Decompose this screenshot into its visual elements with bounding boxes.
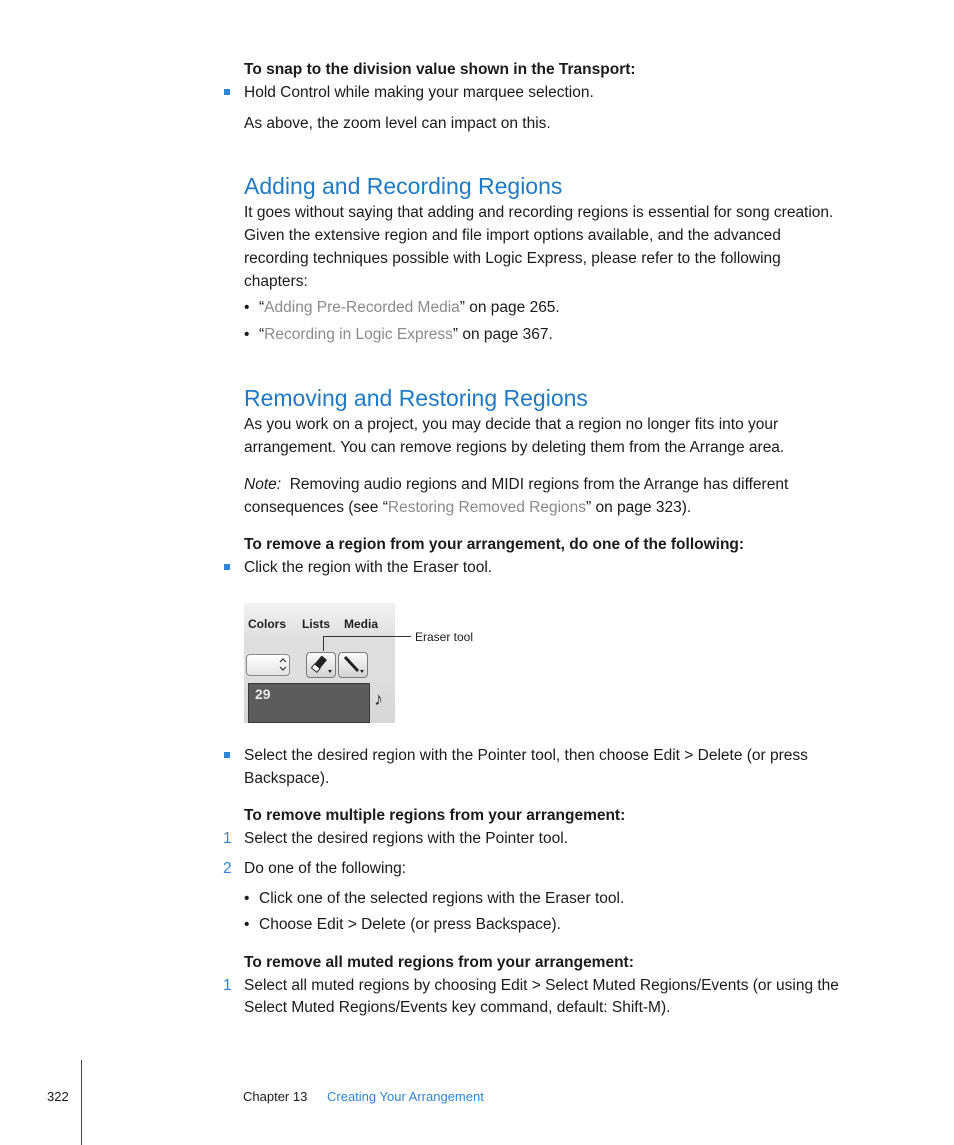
adding-para-line: It goes without saying that adding and recording regions is essential for song creation. <box>244 204 834 221</box>
callout-line <box>323 636 324 651</box>
track-number: 29 <box>255 686 271 702</box>
ref-quote: “ <box>259 299 265 316</box>
remove-muted-heading: To remove all muted regions from your arrangement: <box>244 954 634 971</box>
track-region <box>248 683 370 723</box>
bullet-dot-icon: • <box>244 299 250 316</box>
bullet-square-icon <box>224 564 230 570</box>
adding-para-line: chapters: <box>244 273 308 290</box>
adding-title: Adding and Recording Regions <box>244 173 563 199</box>
adding-para-line: Given the extensive region and file import options available, and the advanced <box>244 227 781 244</box>
removing-para-line: As you work on a project, you may decide that a region no longer fits into your <box>244 416 779 433</box>
sub-bullet: Click one of the selected regions with the Eraser tool. <box>259 890 625 907</box>
removing-para-line: arrangement. You can remove regions by deleting them from the Arrange area. <box>244 439 785 456</box>
remove-one-heading: To remove a region from your arrangement, do one of the following: <box>244 536 745 553</box>
step-text: Select Muted Regions/Events key command, default: Shift-M). <box>244 999 671 1016</box>
step-text: Do one of the following: <box>244 860 406 877</box>
ref-link-adding-media[interactable]: Adding Pre-Recorded Media <box>264 299 460 316</box>
tool-row <box>244 643 395 683</box>
footer-chapter: Chapter 13 <box>243 1089 308 1104</box>
eraser-tool-button <box>306 652 336 678</box>
adding-ref <box>259 296 560 319</box>
remove-bullet-line: Select the desired region with the Pointer tool, then choose Edit > Delete (or press <box>244 747 808 764</box>
bullet-square-icon <box>224 752 230 758</box>
remove-bullet: Click the region with the Eraser tool. <box>244 559 493 576</box>
callout-label: Eraser tool <box>415 630 474 644</box>
step-number: 1 <box>223 977 232 994</box>
music-note-icon: ♪ <box>374 689 383 709</box>
bullet-dot-icon: • <box>244 326 250 343</box>
step-number: 2 <box>223 860 232 877</box>
tab-colors: Colors <box>248 617 287 631</box>
pencil-icon <box>339 653 367 677</box>
chevron-updown-icon <box>247 655 289 675</box>
snap-note: As above, the zoom level can impact on this. <box>244 115 551 132</box>
snap-heading: To snap to the division value shown in the Transport: <box>244 61 636 78</box>
ref-quote: “ <box>259 326 265 343</box>
tab-bar <box>244 603 395 644</box>
note-line <box>244 496 691 519</box>
step-text: Select all muted regions by choosing Edit > Select Muted Regions/Events (or using the <box>244 977 839 994</box>
note-label: Note: <box>244 476 282 493</box>
bullet-dot-icon: • <box>244 916 250 933</box>
tab-media: Media <box>344 617 379 631</box>
note-text: Removing audio regions and MIDI regions from the Arrange has different <box>289 476 789 493</box>
remove-multi-heading: To remove multiple regions from your arrangement: <box>244 807 626 824</box>
note-line <box>244 473 788 496</box>
page-number: 322 <box>47 1089 69 1104</box>
footer-divider <box>81 1060 82 1145</box>
step-number: 1 <box>223 830 232 847</box>
bullet-square-icon <box>224 89 230 95</box>
callout-line <box>323 636 411 637</box>
ref-page: ” on page 265. <box>459 299 560 316</box>
pencil-tool-button <box>338 652 368 678</box>
ref-page: ” on page 367. <box>452 326 553 343</box>
step-text: Select the desired regions with the Pointer tool. <box>244 830 568 847</box>
dropdown-menu <box>246 654 290 676</box>
note-text: consequences (see “ <box>244 499 388 516</box>
adding-ref <box>259 323 553 346</box>
sub-bullet: Choose Edit > Delete (or press Backspace). <box>259 916 561 933</box>
remove-bullet-line: Backspace). <box>244 770 330 787</box>
footer-chapter-title[interactable]: Creating Your Arrangement <box>327 1089 484 1104</box>
eraser-tool-screenshot <box>244 603 395 723</box>
bullet-dot-icon: • <box>244 890 250 907</box>
adding-para-line: recording techniques possible with Logic Express, please refer to the following <box>244 250 781 267</box>
tab-lists: Lists <box>302 617 331 631</box>
eraser-icon <box>307 653 335 677</box>
removing-title: Removing and Restoring Regions <box>244 385 588 411</box>
ref-link-recording[interactable]: Recording in Logic Express <box>264 326 453 343</box>
ref-link-restoring[interactable]: Restoring Removed Regions <box>387 499 587 516</box>
snap-bullet: Hold Control while making your marquee selection. <box>244 84 594 101</box>
note-text: ” on page 323). <box>586 499 692 516</box>
